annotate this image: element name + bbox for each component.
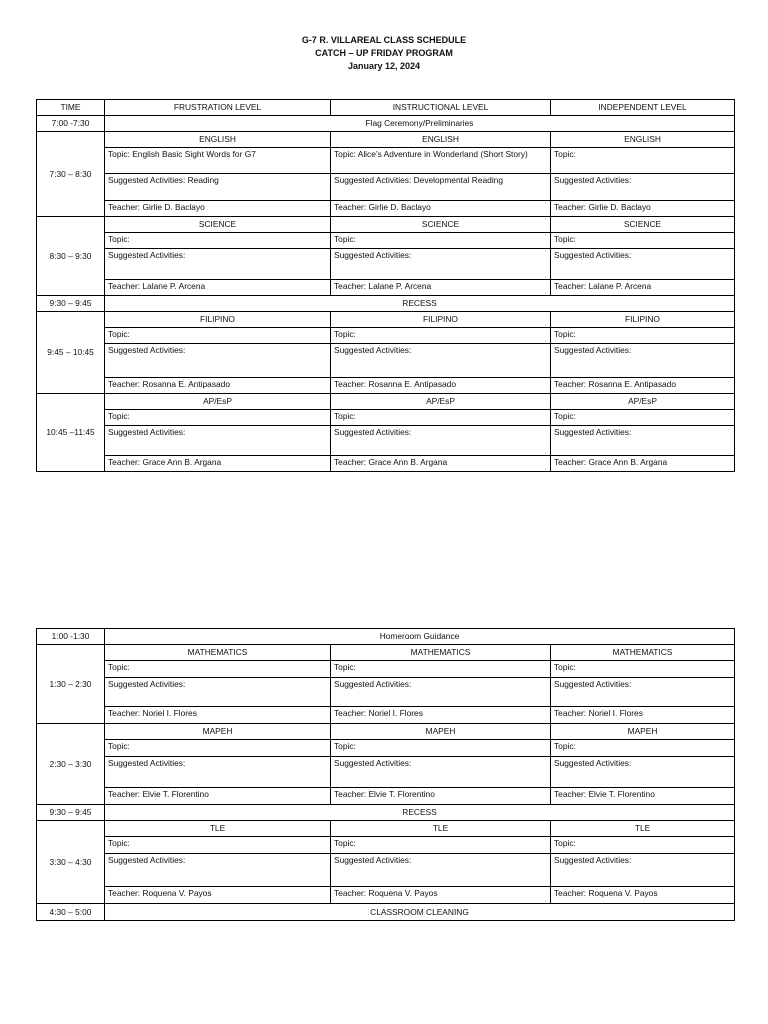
teacher-cell: Teacher: Girlie D. Baclayo [551, 201, 735, 217]
time-cell: 1:00 -1:30 [37, 629, 105, 645]
teacher-cell: Teacher: Elvie T. Florentino [551, 788, 735, 805]
teacher-cell: Teacher: Noriel I. Flores [105, 707, 331, 724]
recess-row [37, 805, 735, 821]
subject-label: ENGLISH [105, 132, 331, 148]
topic-cell: Topic: [105, 661, 331, 678]
math-teacher-row [37, 707, 735, 724]
tle-teacher-row [37, 887, 735, 904]
time-cell: 9:45 – 10:45 [37, 312, 105, 394]
subject-label: AP/EsP [331, 394, 551, 410]
activities-cell: Suggested Activities: [551, 249, 735, 280]
topic-cell: Topic: [331, 233, 551, 249]
time-cell: 8:30 – 9:30 [37, 217, 105, 296]
mapeh-subject-row [37, 724, 735, 740]
subject-label: MAPEH [105, 724, 331, 740]
filipino-activities-row [37, 344, 735, 378]
subject-label: ENGLISH [551, 132, 735, 148]
time-cell: 2:30 – 3:30 [37, 724, 105, 805]
subject-label: TLE [551, 821, 735, 837]
english-topic-row [37, 148, 735, 174]
time-cell: 4:30 – 5:00 [37, 904, 105, 921]
cleaning-label: CLASSROOM CLEANING [105, 904, 735, 921]
document-header [0, 34, 768, 73]
teacher-cell: Teacher: Grace Ann B. Argana [551, 456, 735, 472]
activities-cell: Suggested Activities: Developmental Reading [331, 174, 551, 201]
subject-label: MAPEH [331, 724, 551, 740]
teacher-cell: Teacher: Grace Ann B. Argana [331, 456, 551, 472]
activities-cell: Suggested Activities: [331, 249, 551, 280]
subject-label: SCIENCE [551, 217, 735, 233]
topic-cell: Topic: [331, 328, 551, 344]
activities-cell: Suggested Activities: [331, 344, 551, 378]
subject-label: AP/EsP [551, 394, 735, 410]
topic-cell: Topic: [105, 410, 331, 426]
activities-cell: Suggested Activities: [331, 757, 551, 788]
activities-cell: Suggested Activities: [105, 249, 331, 280]
column-header-independent: INDEPENDENT LEVEL [551, 100, 735, 116]
time-cell: 7:00 -7:30 [37, 116, 105, 132]
activities-cell: Suggested Activities: Reading [105, 174, 331, 201]
afternoon-schedule-table [36, 628, 735, 921]
recess-label: RECESS [105, 296, 735, 312]
apesp-subject-row [37, 394, 735, 410]
time-cell: 1:30 – 2:30 [37, 645, 105, 724]
science-topic-row [37, 233, 735, 249]
subject-label: MAPEH [551, 724, 735, 740]
tle-topic-row [37, 837, 735, 854]
topic-cell: Topic: [331, 410, 551, 426]
topic-cell: Topic: [551, 837, 735, 854]
subject-label: TLE [105, 821, 331, 837]
filipino-topic-row [37, 328, 735, 344]
mapeh-activities-row [37, 757, 735, 788]
activities-cell: Suggested Activities: [105, 344, 331, 378]
teacher-cell: Teacher: Roquena V. Payos [105, 887, 331, 904]
schedule-title: G-7 R. VILLAREAL CLASS SCHEDULE [301, 35, 467, 45]
subject-label: SCIENCE [105, 217, 331, 233]
activities-cell: Suggested Activities: [331, 426, 551, 456]
activities-cell: Suggested Activities: [551, 174, 735, 201]
tle-subject-row [37, 821, 735, 837]
math-subject-row [37, 645, 735, 661]
activities-cell: Suggested Activities: [331, 678, 551, 707]
teacher-cell: Teacher: Grace Ann B. Argana [105, 456, 331, 472]
topic-cell: Topic: [105, 233, 331, 249]
mapeh-topic-row [37, 740, 735, 757]
activities-cell: Suggested Activities: [551, 344, 735, 378]
flag-ceremony-label: Flag Ceremony/Preliminaries [105, 116, 735, 132]
topic-cell: Topic: [331, 837, 551, 854]
homeroom-label: Homeroom Guidance [105, 629, 735, 645]
recess-row [37, 296, 735, 312]
apesp-topic-row [37, 410, 735, 426]
english-teacher-row [37, 201, 735, 217]
apesp-activities-row [37, 426, 735, 456]
subject-label: SCIENCE [331, 217, 551, 233]
recess-label: RECESS [105, 805, 735, 821]
activities-cell: Suggested Activities: [105, 854, 331, 887]
teacher-cell: Teacher: Noriel I. Flores [331, 707, 551, 724]
topic-cell: Topic: [105, 328, 331, 344]
topic-cell: Topic: [105, 837, 331, 854]
topic-cell: Topic: [551, 410, 735, 426]
subject-label: FILIPINO [331, 312, 551, 328]
activities-cell: Suggested Activities: [331, 854, 551, 887]
teacher-cell: Teacher: Rosanna E. Antipasado [551, 378, 735, 394]
science-subject-row [37, 217, 735, 233]
subject-label: AP/EsP [105, 394, 331, 410]
filipino-teacher-row [37, 378, 735, 394]
math-activities-row [37, 678, 735, 707]
schedule-date: January 12, 2024 [347, 61, 421, 71]
activities-cell: Suggested Activities: [551, 678, 735, 707]
subject-label: ENGLISH [331, 132, 551, 148]
tle-activities-row [37, 854, 735, 887]
apesp-teacher-row [37, 456, 735, 472]
topic-cell: Topic: [551, 740, 735, 757]
subject-label: MATHEMATICS [331, 645, 551, 661]
topic-cell: Topic: [551, 661, 735, 678]
teacher-cell: Teacher: Girlie D. Baclayo [331, 201, 551, 217]
program-title: CATCH – UP FRIDAY PROGRAM [315, 48, 453, 58]
teacher-cell: Teacher: Lalane P. Arcena [105, 280, 331, 296]
activities-cell: Suggested Activities: [105, 757, 331, 788]
teacher-cell: Teacher: Roquena V. Payos [331, 887, 551, 904]
topic-cell: Topic: [105, 740, 331, 757]
subject-label: FILIPINO [551, 312, 735, 328]
teacher-cell: Teacher: Noriel I. Flores [551, 707, 735, 724]
mapeh-teacher-row [37, 788, 735, 805]
teacher-cell: Teacher: Lalane P. Arcena [551, 280, 735, 296]
activities-cell: Suggested Activities: [551, 854, 735, 887]
column-header-frustration: FRUSTRATION LEVEL [105, 100, 331, 116]
subject-label: FILIPINO [105, 312, 331, 328]
time-cell: 9:30 – 9:45 [37, 805, 105, 821]
subject-label: TLE [331, 821, 551, 837]
activities-cell: Suggested Activities: [551, 426, 735, 456]
teacher-cell: Teacher: Elvie T. Florentino [331, 788, 551, 805]
activities-cell: Suggested Activities: [105, 678, 331, 707]
teacher-cell: Teacher: Elvie T. Florentino [105, 788, 331, 805]
activities-cell: Suggested Activities: [105, 426, 331, 456]
time-cell: 10:45 –11:45 [37, 394, 105, 472]
topic-cell: Topic: [331, 661, 551, 678]
english-activities-row [37, 174, 735, 201]
teacher-cell: Teacher: Rosanna E. Antipasado [105, 378, 331, 394]
filipino-subject-row [37, 312, 735, 328]
teacher-cell: Teacher: Rosanna E. Antipasado [331, 378, 551, 394]
subject-label: MATHEMATICS [551, 645, 735, 661]
topic-cell: Topic: English Basic Sight Words for G7 [105, 148, 331, 174]
topic-cell: Topic: [551, 328, 735, 344]
activities-cell: Suggested Activities: [551, 757, 735, 788]
header-row [37, 100, 735, 116]
science-teacher-row [37, 280, 735, 296]
time-cell: 7:30 – 8:30 [37, 132, 105, 217]
topic-cell: Topic: Alice’s Adventure in Wonderland (Short Story) [331, 148, 551, 174]
science-activities-row [37, 249, 735, 280]
column-header-instructional: INSTRUCTIONAL LEVEL [331, 100, 551, 116]
cleaning-row [37, 904, 735, 921]
column-header-time: TIME [37, 100, 105, 116]
topic-cell: Topic: [551, 233, 735, 249]
topic-cell: Topic: [551, 148, 735, 174]
flag-ceremony-row [37, 116, 735, 132]
homeroom-row [37, 629, 735, 645]
topic-cell: Topic: [331, 740, 551, 757]
teacher-cell: Teacher: Girlie D. Baclayo [105, 201, 331, 217]
english-subject-row [37, 132, 735, 148]
time-cell: 3:30 – 4:30 [37, 821, 105, 904]
morning-schedule-table [36, 99, 735, 472]
subject-label: MATHEMATICS [105, 645, 331, 661]
time-cell: 9:30 – 9:45 [37, 296, 105, 312]
math-topic-row [37, 661, 735, 678]
teacher-cell: Teacher: Lalane P. Arcena [331, 280, 551, 296]
teacher-cell: Teacher: Roquena V. Payos [551, 887, 735, 904]
